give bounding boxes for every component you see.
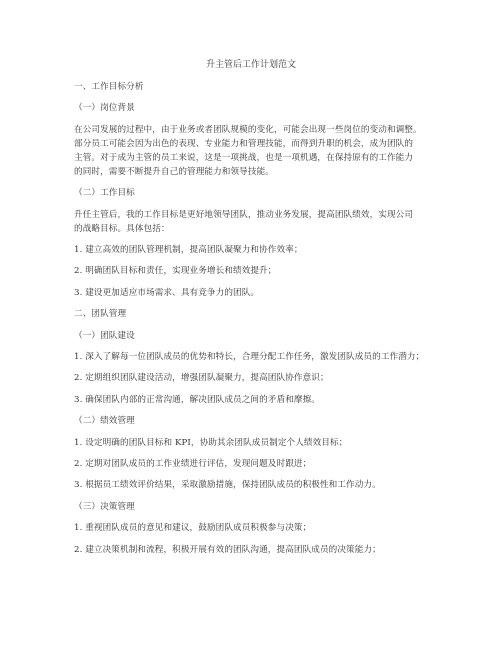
document-title: 升主管后工作计划范文 (205, 60, 296, 70)
list-item: 2. 定期组织团队建设活动，增强团队凝聚力，提高团队协作意识； (74, 373, 329, 383)
section-heading-2: 二、团队管理 (74, 309, 127, 319)
paragraph-line: 升任主管后，我的工作目标是更好地领导团队，推动业务发展，提高团队绩效，实现公司 (74, 210, 414, 220)
list-item: 2. 明确团队目标和责任，实现业务增长和绩效提升； (74, 266, 277, 276)
subsection-heading: （三）决策管理 (74, 502, 135, 512)
list-item: 1. 深入了解每一位团队成员的优势和特长，合理分配工作任务，激发团队成员的工作潜力； (74, 352, 425, 362)
subsection-heading: （一）岗位背景 (74, 103, 135, 113)
subsection-heading: （二）绩效管理 (74, 416, 135, 426)
subsection-heading: （二）工作目标 (74, 188, 135, 198)
paragraph-line: 的同时，需要不断提升自己的管理能力和领导技能。 (74, 167, 274, 177)
list-item: 2. 建立决策机制和流程，积极开展有效的团队沟通，提高团队成员的决策能力； (74, 545, 381, 555)
section-heading-1: 一、工作目标分析 (74, 82, 144, 92)
list-item: 1. 建立高效的团队管理机制，提高团队凝聚力和协作效率； (74, 245, 303, 255)
paragraph-line: 主管。对于成为主管的员工来说，这是一项挑战，也是一项机遇，在保持原有的工作能力 (74, 153, 414, 163)
paragraph-line: 的战略目标。具体包括： (74, 224, 170, 234)
subsection-heading: （一）团队建设 (74, 331, 135, 341)
paragraph-line: 在公司发展的过程中，由于业务或者团队规模的变化，可能会出现一些岗位的变动和调整。 (74, 125, 422, 135)
list-item: 3. 建设更加适应市场需求、具有竞争力的团队。 (74, 288, 260, 298)
list-item: 1. 重视团队成员的意见和建议，鼓励团队成员积极参与决策； (74, 523, 312, 533)
list-item: 1. 设定明确的团队目标和 KPI，协助其余团队成员制定个人绩效目标； (74, 438, 348, 448)
list-item: 3. 确保团队内部的正常沟通，解决团队成员之间的矛盾和摩擦。 (74, 395, 320, 405)
list-item: 2. 定期对团队成员的工作业绩进行评估，发现问题及时跟进； (74, 459, 312, 469)
list-item: 3. 根据员工绩效评价结果，采取激励措施，保持团队成员的积极性和工作动力。 (74, 480, 381, 490)
paragraph-line: 部分员工可能会因为出色的表现、专业能力和管理技能，而得到升职的机会，成为团队的 (74, 139, 414, 149)
